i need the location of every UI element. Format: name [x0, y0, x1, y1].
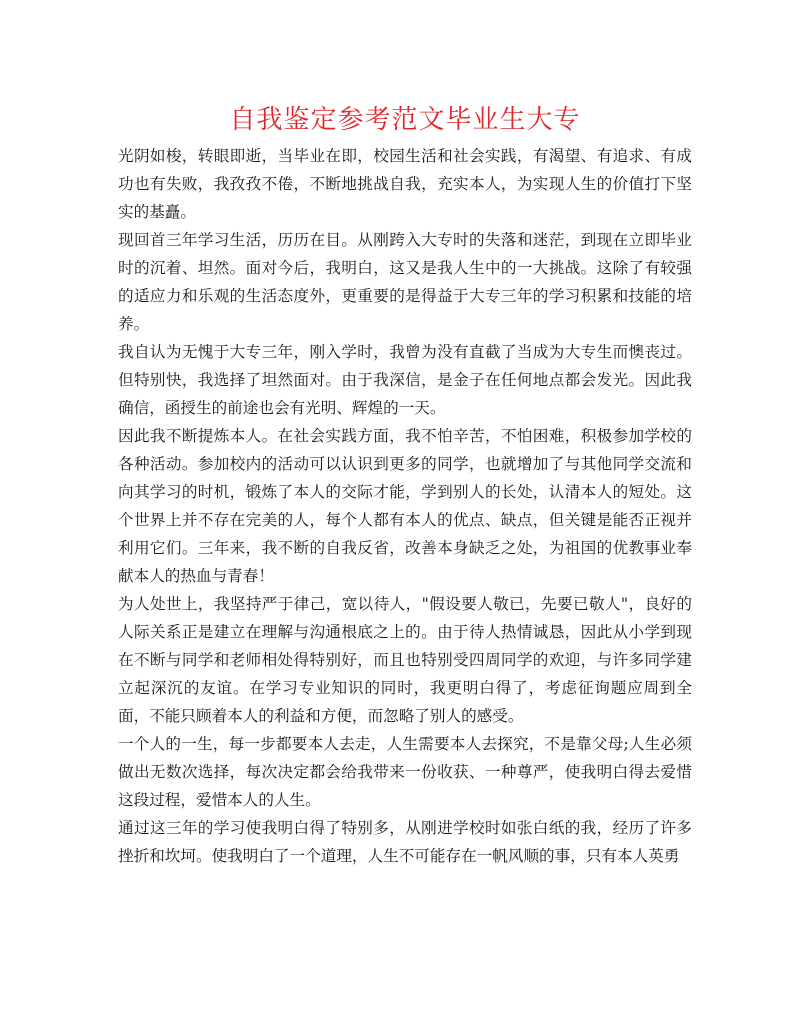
paragraph-1: 光阴如梭，转眼即逝，当毕业在即，校园生活和社会实践，有渴望、有追求、有成功也有失败，我孜孜不倦，不断地挑战自我，充实本人，为实现人生的价值打下坚实的基矗。 — [118, 147, 692, 221]
paragraph-4: 因此我不断提炼本人。在社会实践方面，我不怕辛苦，不怕困难，积极参加学校的各种活动。参加校内的活动可以认识到更多的同学，也就增加了与其他同学交流和向其学习的时机，锻炼了本人的交际才能，学到别人的长处，认清本人的短处。这个世界上并不存在完美的人，每个人都有本人的优点、缺点，但关键是能否正视并利用它们。三年来，我不断的自我反省，改善本身缺乏之处，为祖国的优教事业奉献本人的热血与青春！ — [118, 427, 692, 585]
document-title: 自我鉴定参考范文毕业生大专 — [229, 105, 581, 135]
paragraph-7: 通过这三年的学习使我明白得了特别多，从刚进学校时如张白纸的我，经历了许多挫折和坎坷。使我明白了一个道理，人生不可能存在一帆风顺的事，只有本人英勇 — [118, 819, 692, 865]
paragraph-3: 我自认为无愧于大专三年，刚入学时，我曾为没有直截了当成为大专生而懊丧过。但特别快，我选择了坦然面对。由于我深信，是金子在任何地点都会发光。因此我确信，函授生的前途也会有光明、辉煌的一天。 — [118, 343, 692, 417]
paragraph-5: 为人处世上，我坚持严于律己，宽以待人，"假设要人敬已，先要已敬人"，良好的人际关系正是建立在理解与沟通根底之上的。由于待人热情诚恳，因此从小学到现在不断与同学和老师相处得特别好，而且也特别受四周同学的欢迎，与许多同学建立起深沉的友谊。在学习专业知识的同时，我更明白得了，考虑征询题应周到全面，不能只顾着本人的利益和方便，而忽略了别人的感受。 — [118, 595, 692, 725]
paragraph-2: 现回首三年学习生活，历历在目。从刚跨入大专时的失落和迷茫，到现在立即毕业时的沉着、坦然。面对今后，我明白，这又是我人生中的一大挑战。这除了有较强的适应力和乐观的生活态度外，更重要的是得益于大专三年的学习积累和技能的培养。 — [118, 231, 692, 333]
paragraph-6: 一个人的一生，每一步都要本人去走，人生需要本人去探究，不是靠父母;人生必须做出无数次选择，每次决定都会给我带来一份收获、一种尊严，使我明白得去爱惜这段过程，爱惜本人的人生。 — [118, 735, 692, 809]
